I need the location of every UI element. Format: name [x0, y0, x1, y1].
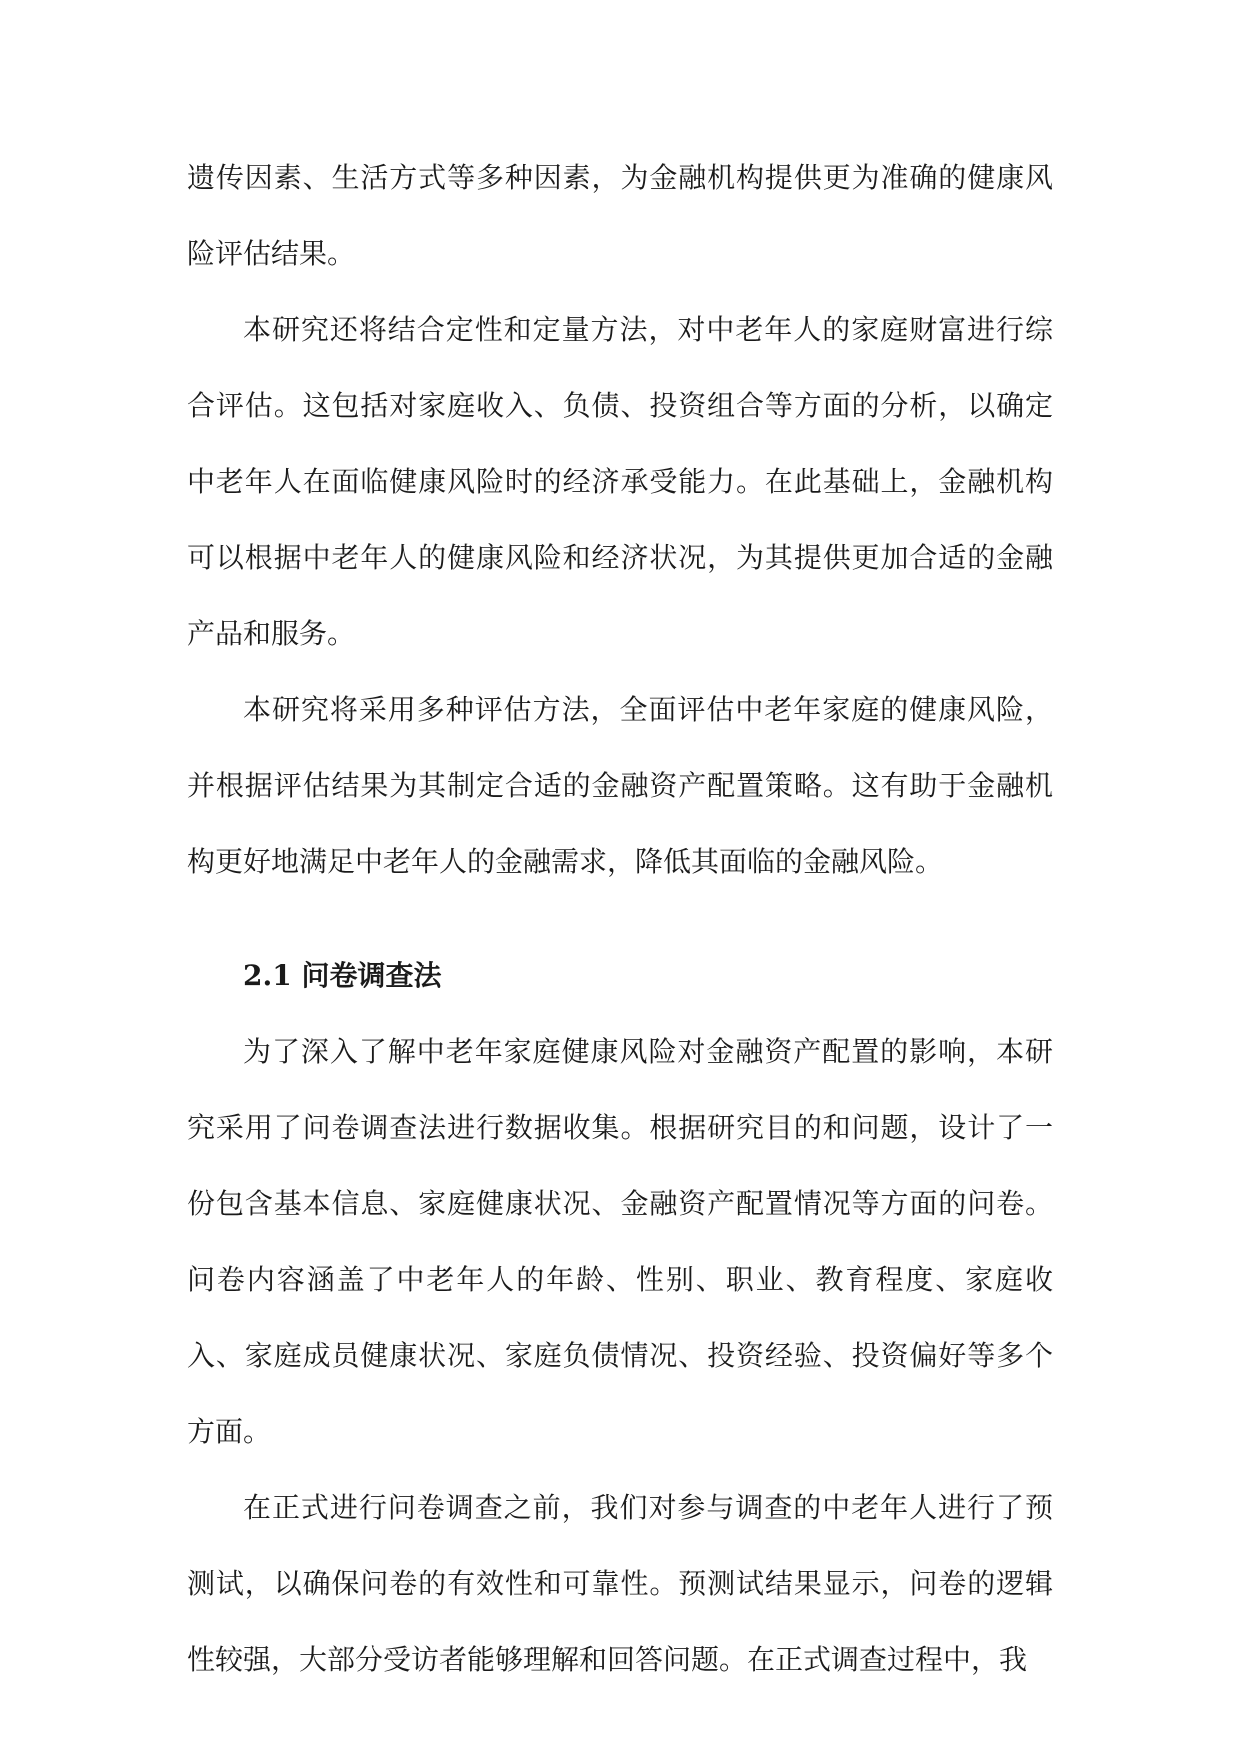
- paragraph-1: 遗传因素、生活方式等多种因素，为金融机构提供更为准确的健康风险评估结果。: [187, 161, 1053, 270]
- paragraph-3: 本研究将采用多种评估方法，全面评估中老年家庭的健康风险，并根据评估结果为其制定合适的金融资产配置策略。这有助于金融机构更好地满足中老年人的金融需求，降低其面临的金融风险。: [187, 693, 1053, 878]
- section-heading: 2.1 问卷调查法: [243, 959, 442, 992]
- document-page: [187, 140, 1053, 1698]
- paragraph-2: 本研究还将结合定性和定量方法，对中老年人的家庭财富进行综合评估。这包括对家庭收入、负债、投资组合等方面的分析，以确定中老年人在面临健康风险时的经济承受能力。在此基础上，金融机构可以根据中老年人的健康风险和经济状况，为其提供更加合适的金融产品和服务。: [187, 313, 1053, 650]
- paragraph-5: 在正式进行问卷调查之前，我们对参与调查的中老年人进行了预测试，以确保问卷的有效性和可靠性。预测试结果显示，问卷的逻辑性较强，大部分受访者能够理解和回答问题。在正式调查过程中，我: [187, 1491, 1053, 1676]
- paragraph-4: 为了深入了解中老年家庭健康风险对金融资产配置的影响，本研究采用了问卷调查法进行数据收集。根据研究目的和问题，设计了一份包含基本信息、家庭健康状况、金融资产配置情况等方面的问卷。问卷内容涵盖了中老年人的年龄、性别、职业、教育程度、家庭收入、家庭成员健康状况、家庭负债情况、投资经验、投资偏好等多个方面。: [187, 1035, 1053, 1448]
